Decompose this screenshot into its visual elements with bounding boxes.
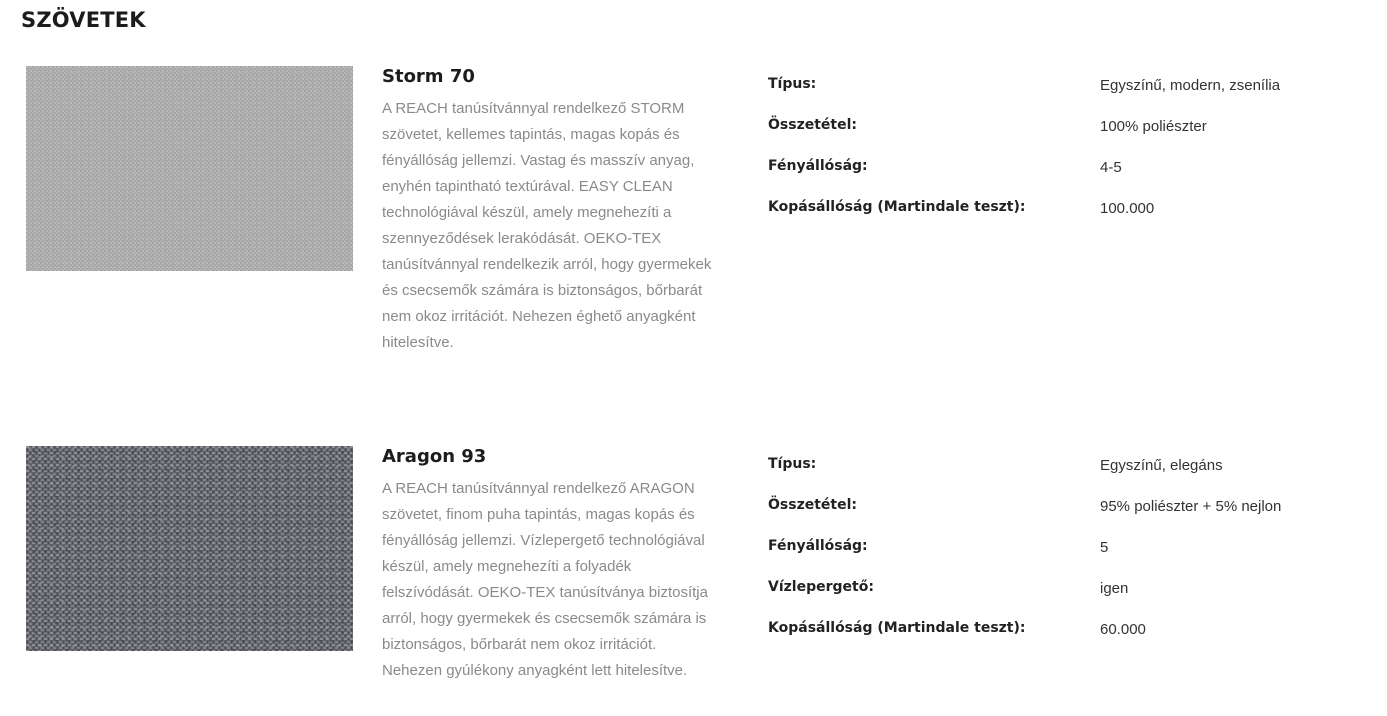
spec-label: Összetétel: (768, 117, 857, 133)
spec-label: Kopásállóság (Martindale teszt): (768, 620, 1026, 636)
spec-label: Típus: (768, 76, 817, 92)
spec-row-lightfastness (768, 536, 1368, 577)
spec-row-type (768, 74, 1368, 115)
spec-label: Fényállóság: (768, 538, 868, 554)
fabric-description: A REACH tanúsítvánnyal rendelkező STORM szövetet, kellemes tapintás, magas kopás és fényállóság jellemzi. Vastag és masszív anyag, enyhén tapintható textúrával. EASY CLEAN technológiával készül, amely megnehezíti a szennyeződések lerakódását. OEKO-TEX tanúsítvánnyal rendelkezik arról, hogy gyermekek és csecsemők számára is biztonságos, bőrbarát nem okoz irritációt. Nehezen éghető anyagként hitelesítve. (382, 100, 712, 351)
spec-row-abrasion (768, 197, 1368, 238)
fabric-swatch-image (26, 66, 353, 271)
spec-label: Összetétel: (768, 497, 857, 513)
fabric-description: A REACH tanúsítvánnyal rendelkező ARAGON szövetet, finom puha tapintás, magas kopás és fényállóság jellemzi. Vízlepergető technológiával készül, amely megnehezíti a folyadék felszívódását. OEKO-TEX tanúsítványa biztosítja arról, hogy gyermekek és csecsemők számára is biztonságos, bőrbarát nem okoz irritációt. Nehezen gyúlékony anyagként lett hitelesítve. (382, 480, 708, 679)
spec-value: igen (1100, 580, 1129, 597)
spec-value: 5 (1100, 539, 1109, 556)
spec-row-composition (768, 495, 1368, 536)
spec-row-abrasion (768, 618, 1368, 659)
spec-label: Vízlepergető: (768, 579, 874, 595)
spec-row-composition (768, 115, 1368, 156)
spec-value: 60.000 (1100, 621, 1146, 638)
spec-value: 4-5 (1100, 159, 1122, 176)
fabric-swatch-image (26, 446, 353, 651)
fabric-specs-table (768, 454, 1368, 659)
spec-value: 100% poliészter (1100, 118, 1207, 135)
section-title: SZÖVETEK (21, 8, 146, 32)
spec-value: 100.000 (1100, 200, 1155, 217)
fabric-name: Storm 70 (382, 66, 475, 87)
spec-value: Egyszínű, modern, zsenília (1100, 77, 1281, 94)
spec-row-water-repellent (768, 577, 1368, 618)
fabric-specs-table (768, 74, 1368, 238)
spec-label: Fényállóság: (768, 158, 868, 174)
spec-label: Kopásállóság (Martindale teszt): (768, 199, 1026, 215)
fabric-name: Aragon 93 (382, 446, 487, 467)
spec-label: Típus: (768, 456, 817, 472)
spec-row-lightfastness (768, 156, 1368, 197)
spec-row-type (768, 454, 1368, 495)
spec-value: 95% poliészter + 5% nejlon (1100, 498, 1282, 515)
spec-value: Egyszínű, elegáns (1100, 457, 1223, 474)
